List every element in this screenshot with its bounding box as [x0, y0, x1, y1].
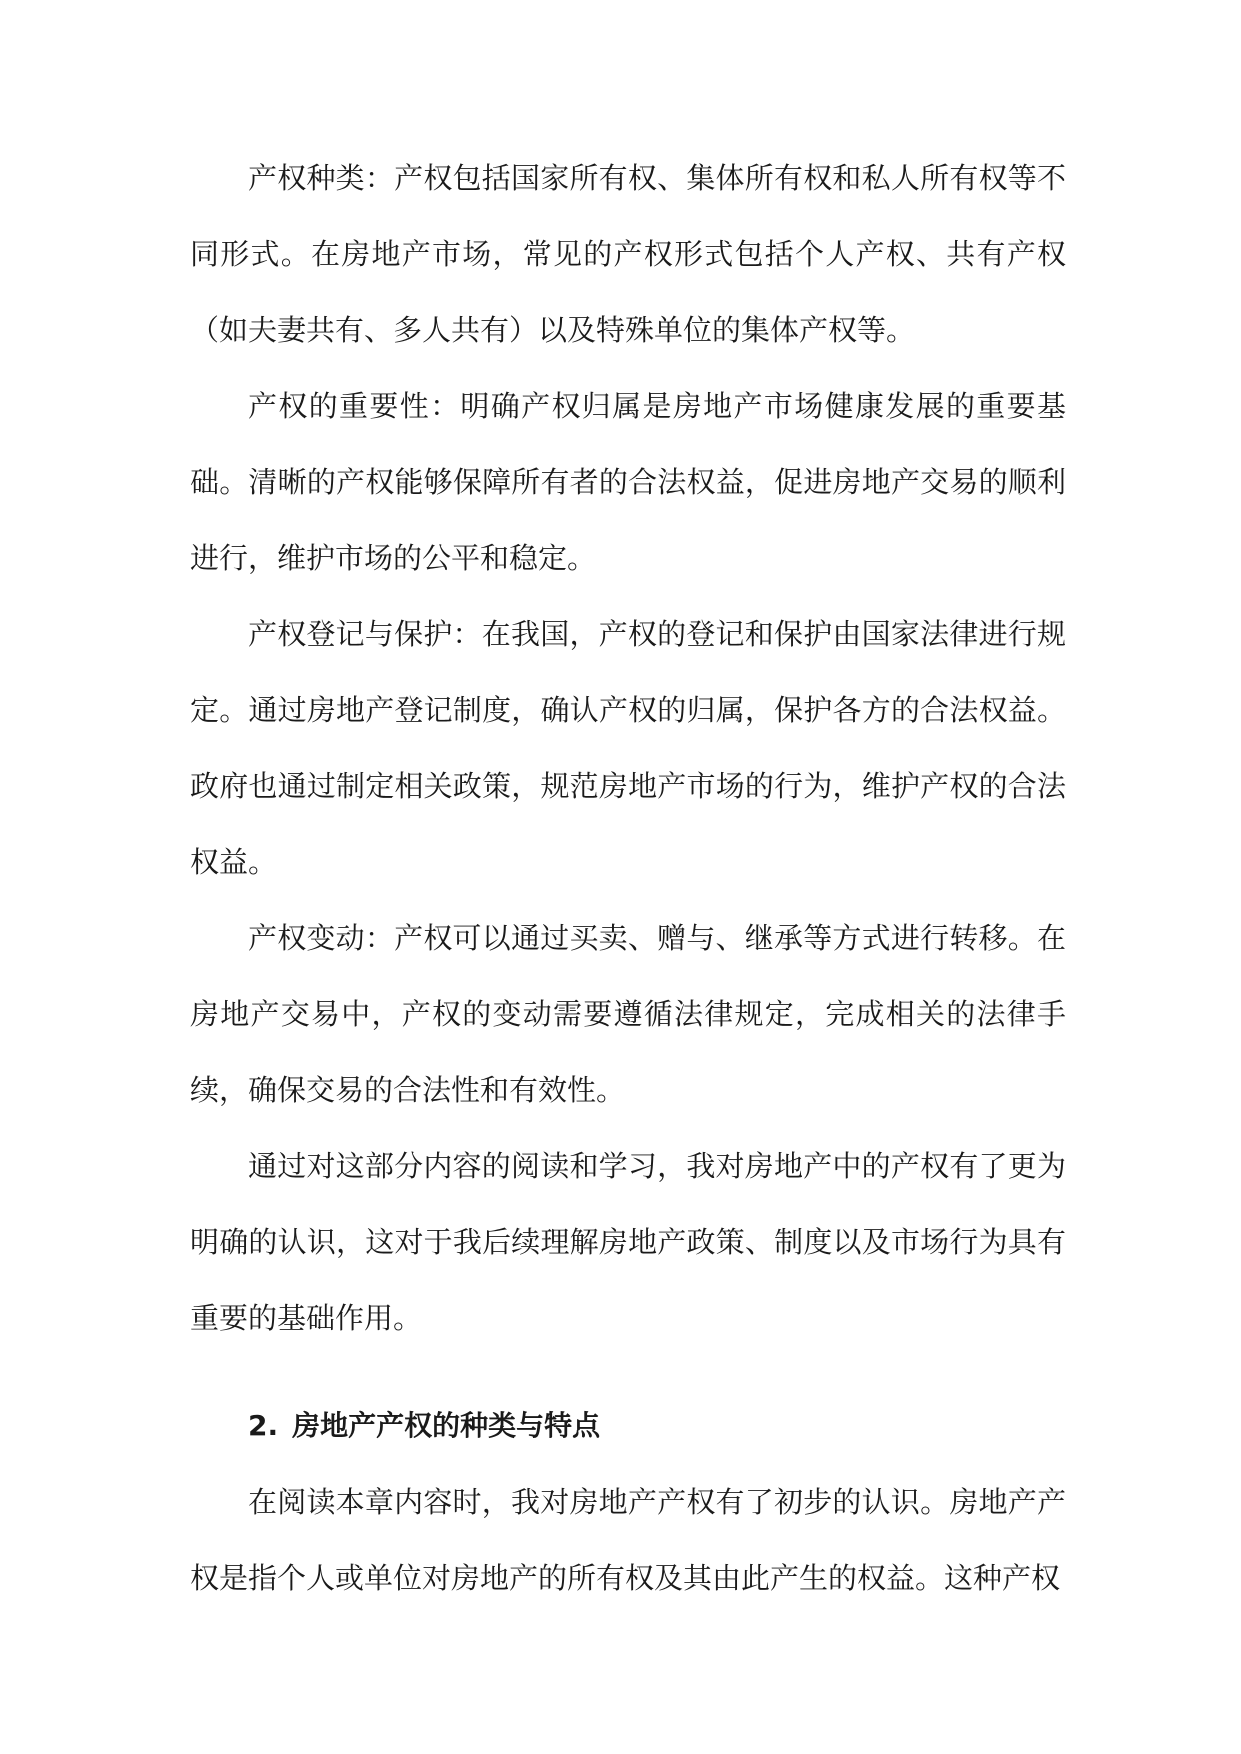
paragraph-property-transfer: 产权变动：产权可以通过买卖、赠与、继承等方式进行转移。在房地产交易中，产权的变动需要遵循法律规定，完成相关的法律手续，确保交易的合法性和有效性。: [190, 921, 1066, 1107]
paragraph-section-intro: 在阅读本章内容时，我对房地产产权有了初步的认识。房地产产权是指个人或单位对房地产的所有权及其由此产生的权益。这种产权: [190, 1485, 1066, 1595]
paragraph-property-importance: 产权的重要性：明确产权归属是房地产市场健康发展的重要基础。清晰的产权能够保障所有者的合法权益，促进房地产交易的顺利进行，维护市场的公平和稳定。: [190, 389, 1066, 575]
section-heading: [190, 1388, 1066, 1464]
document-body: [190, 140, 1066, 1616]
section-title: 房地产产权的种类与特点: [292, 1409, 601, 1442]
paragraph-summary: 通过对这部分内容的阅读和学习，我对房地产中的产权有了更为明确的认识，这对于我后续理解房地产政策、制度以及市场行为具有重要的基础作用。: [190, 1149, 1066, 1335]
paragraph-registration-protection: 产权登记与保护：在我国，产权的登记和保护由国家法律进行规定。通过房地产登记制度，确认产权的归属，保护各方的合法权益。政府也通过制定相关政策，规范房地产市场的行为，维护产权的合法权益。: [190, 617, 1066, 879]
paragraph-property-types: 产权种类：产权包括国家所有权、集体所有权和私人所有权等不同形式。在房地产市场，常见的产权形式包括个人产权、共有产权（如夫妻共有、多人共有）以及特殊单位的集体产权等。: [190, 161, 1066, 347]
section-number: 2.: [248, 1409, 279, 1442]
